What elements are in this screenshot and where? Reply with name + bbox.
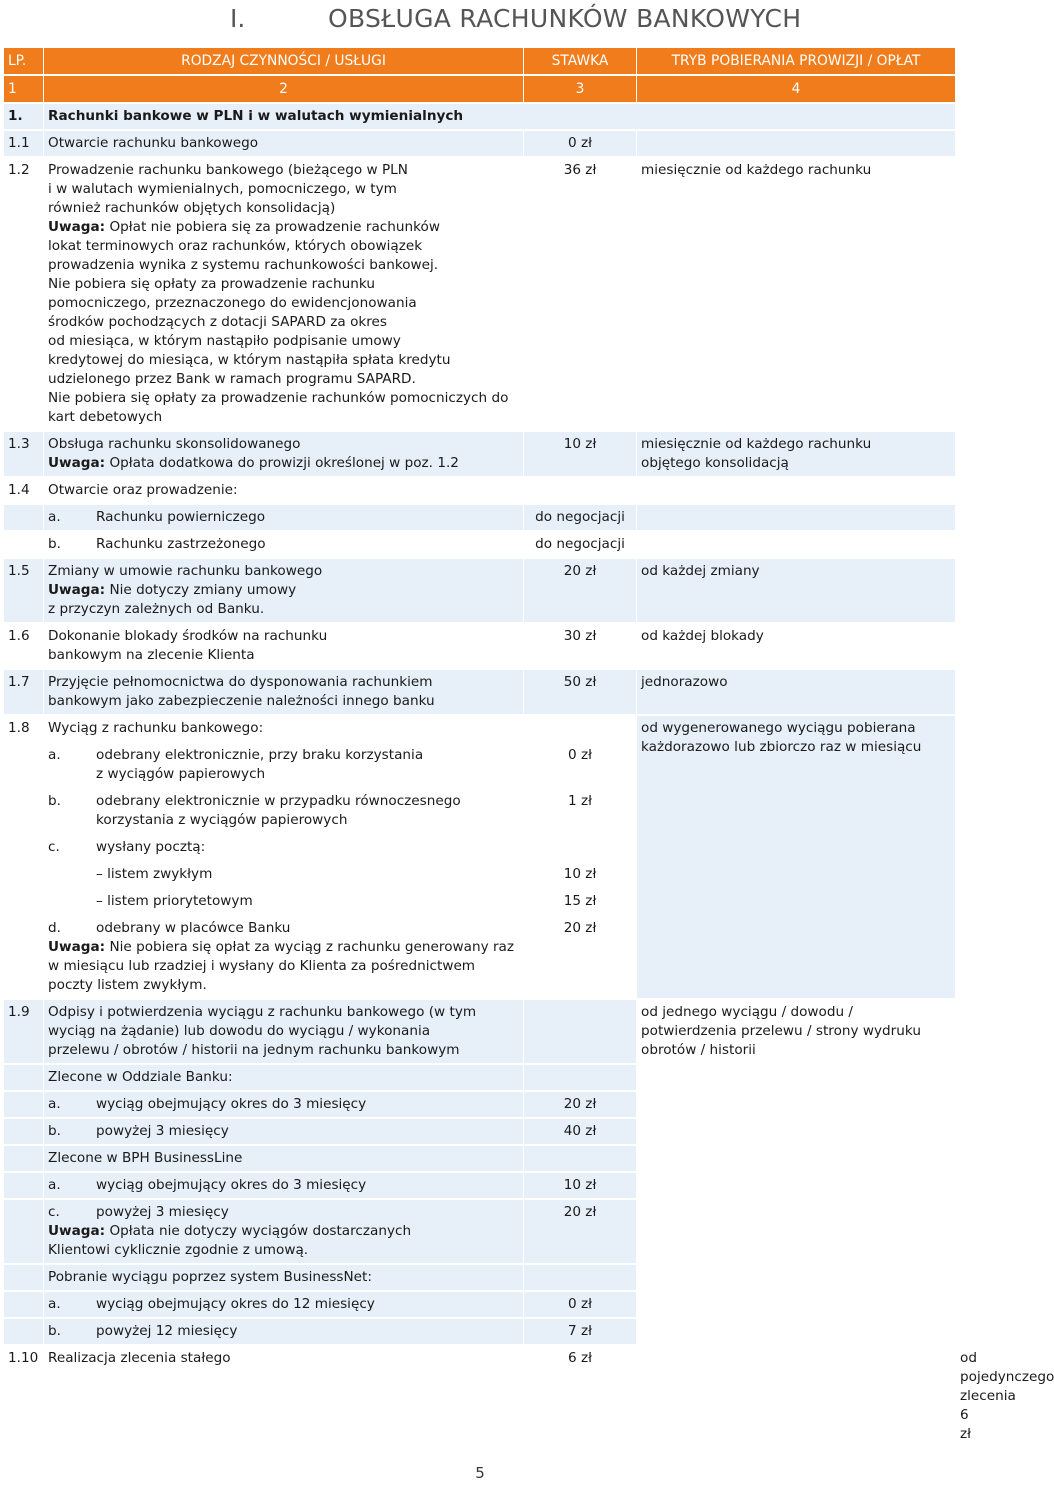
row-label [44, 1292, 524, 1319]
page-number: 5 [475, 1464, 485, 1482]
title-number: I. [230, 4, 246, 33]
title-text: OBSŁUGA RACHUNKÓW BANKOWYCH [328, 4, 802, 33]
row-label [44, 1173, 524, 1200]
note-text: Opłata dodatkowa do prowizji określonej w poz. 1.2 [105, 455, 459, 471]
row-mode [637, 1000, 956, 1449]
text-line [48, 218, 519, 237]
row-num: 1.9 [4, 1000, 44, 1065]
text-line: każdorazowo lub zbiorczo raz w miesiącu [641, 739, 922, 755]
text-line: bankowym jako zabezpieczenie należności innego banku [48, 693, 435, 709]
note-label: Uwaga: [48, 939, 106, 955]
text-line: środków pochodzących z dotacji SAPARD za okres [48, 314, 387, 330]
row-mode [637, 505, 956, 532]
row-rate: 30 zł [524, 624, 637, 670]
row-rate [524, 1000, 637, 1065]
text-line: w miesiącu lub rzadziej i wysłany do Klienta za pośrednictwem [48, 958, 476, 974]
row-label [44, 743, 524, 789]
item-label: z wyciągów papierowych [96, 766, 266, 782]
text-line [48, 792, 519, 811]
table-row [4, 1000, 956, 1065]
row-label [44, 1200, 524, 1265]
row-num [4, 862, 44, 889]
table-row [4, 432, 956, 478]
text-line: Odpisy i potwierdzenia wyciągu z rachunku bankowego (w tym [48, 1004, 477, 1020]
row-rate: 0 zł [524, 131, 637, 158]
item-label: – listem priorytetowym [96, 893, 253, 909]
text-line: kart debetowych [48, 409, 163, 425]
note-text: Opłata nie dotyczy wyciągów dostarczanych [105, 1223, 412, 1239]
note-label: Uwaga: [48, 582, 106, 598]
row-num: 1.10 [4, 1346, 44, 1449]
header-tryb: TRYB POBIERANIA PROWIZJI / OPŁAT [637, 48, 956, 76]
table-row [4, 624, 956, 670]
text-line: przelewu / obrotów / historii na jednym rachunku bankowym [48, 1042, 460, 1058]
note-text: Nie dotyczy zmiany umowy [105, 582, 297, 598]
row-label [44, 670, 524, 716]
row-rate: 10 zł [524, 862, 637, 889]
text-line: lokat terminowych oraz rachunków, których obowiązek [48, 238, 423, 254]
text-line: prowadzenia wynika z systemu rachunkowości bankowej. [48, 257, 439, 273]
row-num: 1.7 [4, 670, 44, 716]
row-rate: 10 zł [524, 432, 637, 478]
row-rate [524, 835, 637, 862]
section-label: Rachunki bankowe w PLN i w walutach wymienialnych [44, 104, 956, 131]
row-num [4, 1200, 44, 1265]
text-line: poczty listem zwykłym. [48, 977, 207, 993]
row-label [44, 158, 524, 432]
item-label: korzystania z wyciągów papierowych [96, 812, 348, 828]
text-line: Przyjęcie pełnomocnictwa do dysponowania rachunkiem [48, 674, 433, 690]
text-line: kredytowej do miesiąca, w którym nastąpiła spłata kredytu [48, 352, 451, 368]
row-rate [524, 478, 637, 505]
row-rate: 0 zł [524, 743, 637, 789]
item-letter: b. [48, 793, 61, 809]
text-line [48, 938, 519, 957]
row-rate: 7 zł [524, 1319, 637, 1346]
row-label [44, 432, 524, 478]
row-rate: do negocjacji [524, 505, 637, 532]
row-rate: 15 zł [524, 889, 637, 916]
item-letter: a. [48, 1296, 61, 1312]
text-line [48, 746, 519, 765]
row-num: 1.5 [4, 559, 44, 624]
row-rate: 50 zł [524, 670, 637, 716]
header-num-2: 2 [44, 76, 524, 104]
text-line [48, 454, 519, 473]
row-mode: miesięcznie od każdego rachunku [637, 158, 956, 432]
table-row [4, 158, 956, 432]
note-label: Uwaga: [48, 455, 106, 471]
item-label: Rachunku powierniczego [96, 509, 266, 525]
text-line: Dokonanie blokady środków na rachunku [48, 628, 328, 644]
item-label: odebrany w placówce Banku [96, 920, 291, 936]
row-num: 1.6 [4, 624, 44, 670]
row-num [4, 889, 44, 916]
row-rate: 1 zł [524, 789, 637, 835]
row-rate: 10 zł [524, 1173, 637, 1200]
row-num: 1.4 [4, 478, 44, 505]
text-line: i w walutach wymienialnych, pomocniczego, w tym [48, 181, 397, 197]
row-mode [637, 131, 956, 158]
text-line: Nie pobiera się opłaty za prowadzenie rachunków pomocniczych do [48, 390, 509, 406]
row-rate: 20 zł [524, 559, 637, 624]
note-text: Opłat nie pobiera się za prowadzenie rachunków [105, 219, 440, 235]
note-label: Uwaga: [48, 219, 106, 235]
document-title [0, 4, 960, 38]
row-rate: 6 zł [524, 1346, 637, 1449]
item-label: wyciąg obejmujący okres do 3 miesięcy [96, 1177, 367, 1193]
text-line: od wygenerowanego wyciągu pobierana [641, 720, 916, 736]
header-num-3: 3 [524, 76, 637, 104]
text-line: bankowym na zlecenie Klienta [48, 647, 255, 663]
header-num-4: 4 [637, 76, 956, 104]
row-num [4, 1119, 44, 1146]
row-label [44, 1319, 524, 1346]
item-label: powyżej 3 miesięcy [96, 1204, 229, 1220]
item-label: odebrany elektronicznie, przy braku korzystania [96, 747, 424, 763]
item-letter: a. [48, 1096, 61, 1112]
table-row [4, 131, 956, 158]
row-num [4, 1265, 44, 1292]
item-letter: a. [48, 747, 61, 763]
row-num [4, 1292, 44, 1319]
text-line [48, 811, 519, 830]
row-label [44, 1119, 524, 1146]
note-label: Uwaga: [48, 1223, 106, 1239]
group-label: Pobranie wyciągu poprzez system BusinessNet: [44, 1265, 524, 1292]
row-num [4, 743, 44, 789]
header-num-1: 1 [4, 76, 44, 104]
header-stawka: STAWKA [524, 48, 637, 76]
item-label: Rachunku zastrzeżonego [96, 536, 266, 552]
row-num: 1.3 [4, 432, 44, 478]
row-num: 1.8 [4, 716, 44, 743]
text-line: Obsługa rachunku skonsolidowanego [48, 436, 301, 452]
text-line: Nie pobiera się opłaty za prowadzenie rachunku [48, 276, 375, 292]
text-line: obrotów / historii [641, 1042, 756, 1058]
item-letter: b. [48, 536, 61, 552]
row-num [4, 1092, 44, 1119]
text-line: z przyczyn zależnych od Banku. [48, 601, 265, 617]
group-label: Zlecone w BPH BusinessLine [44, 1146, 524, 1173]
row-label [44, 862, 524, 889]
row-mode: od każdej zmiany [637, 559, 956, 624]
row-num [4, 1065, 44, 1092]
row-num [4, 835, 44, 862]
row-mode: jednorazowo [637, 670, 956, 716]
row-rate: 40 zł [524, 1119, 637, 1146]
row-label [44, 1000, 524, 1065]
row-mode [637, 716, 956, 1000]
table-subrow [4, 532, 956, 559]
row-label [44, 532, 524, 559]
row-label: Otwarcie oraz prowadzenie: [44, 478, 524, 505]
text-line: potwierdzenia przelewu / strony wydruku [641, 1023, 921, 1039]
row-label [44, 889, 524, 916]
item-label: powyżej 12 miesięcy [96, 1323, 238, 1339]
text-line: wyciąg na żądanie) lub dowodu do wyciągu / wykonania [48, 1023, 431, 1039]
item-label: wyciąg obejmujący okres do 12 miesięcy [96, 1296, 375, 1312]
row-label: Wyciąg z rachunku bankowego: [44, 716, 524, 743]
text-line [48, 1203, 519, 1222]
text-line [48, 1222, 519, 1241]
item-letter: b. [48, 1123, 61, 1139]
text-line [48, 581, 519, 600]
text-line: również rachunków objętych konsolidacją) [48, 200, 336, 216]
table-row [4, 716, 956, 743]
item-label: – listem zwykłym [96, 866, 213, 882]
table-row [4, 670, 956, 716]
row-mode [637, 478, 956, 505]
table-row: 1.10 Realizacja zlecenia stałego 6 zł od pojedynczego zlecenia 6 zł [4, 1346, 956, 1449]
text-line: Zmiany w umowie rachunku bankowego [48, 563, 323, 579]
table-header-numbers [4, 76, 956, 104]
row-label [44, 1092, 524, 1119]
group-label: Zlecone w Oddziale Banku: [44, 1065, 524, 1092]
row-rate: 20 zł [524, 916, 637, 1000]
table-header [4, 48, 956, 76]
item-label: odebrany elektronicznie w przypadku równoczesnego [96, 793, 461, 809]
row-label [44, 624, 524, 670]
table-row [4, 478, 956, 505]
text-line: miesięcznie od każdego rachunku [641, 436, 872, 452]
text-line: od jednego wyciągu / dowodu / [641, 1004, 854, 1020]
row-num: 1.2 [4, 158, 44, 432]
row-num [4, 916, 44, 1000]
row-num [4, 789, 44, 835]
row-rate [524, 716, 637, 743]
row-mode: od każdej blokady [637, 624, 956, 670]
item-letter: b. [48, 1323, 61, 1339]
row-label [44, 916, 524, 1000]
item-letter: a. [48, 1177, 61, 1193]
row-label [44, 559, 524, 624]
item-label: wyciąg obejmujący okres do 3 miesięcy [96, 1096, 367, 1112]
fee-table [4, 48, 1054, 1449]
row-rate: 36 zł [524, 158, 637, 432]
row-rate [524, 1146, 637, 1173]
row-label [44, 789, 524, 835]
row-label [44, 505, 524, 532]
row-rate [524, 1065, 637, 1092]
row-num [4, 1146, 44, 1173]
header-lp: LP. [4, 48, 44, 76]
text-line: Prowadzenie rachunku bankowego (bieżącego w PLN [48, 162, 408, 178]
text-line: objętego konsolidacją [641, 455, 789, 471]
row-rate [524, 1265, 637, 1292]
item-label: wysłany pocztą: [96, 839, 206, 855]
row-num: 1. [4, 104, 44, 131]
header-rodzaj: RODZAJ CZYNNOŚCI / USŁUGI [44, 48, 524, 76]
row-num [4, 1173, 44, 1200]
text-line [48, 765, 519, 784]
text-line [48, 919, 519, 938]
row-label [44, 835, 524, 862]
row-num: 1.1 [4, 131, 44, 158]
row-label: Realizacja zlecenia stałego [44, 1346, 524, 1449]
row-rate: 0 zł [524, 1292, 637, 1319]
row-mode [637, 432, 956, 478]
row-rate: 20 zł [524, 1092, 637, 1119]
row-num [4, 532, 44, 559]
row-num [4, 1319, 44, 1346]
text-line: od miesiąca, w którym nastąpiło podpisanie umowy [48, 333, 401, 349]
note-text: Nie pobiera się opłat za wyciąg z rachunku generowany raz [105, 939, 514, 955]
row-label: Otwarcie rachunku bankowego [44, 131, 524, 158]
section-row [4, 104, 956, 131]
row-num [4, 505, 44, 532]
table-row [4, 559, 956, 624]
text-line: Klientowi cyklicznie zgodnie z umową. [48, 1242, 309, 1258]
text-line: pomocniczego, przeznaczonego do ewidencjonowania [48, 295, 417, 311]
row-rate: 20 zł [524, 1200, 637, 1265]
row-rate: do negocjacji [524, 532, 637, 559]
row-mode [637, 532, 956, 559]
text-line: udzielonego przez Bank w ramach programu SAPARD. [48, 371, 416, 387]
item-label: powyżej 3 miesięcy [96, 1123, 229, 1139]
item-letter: a. [48, 509, 61, 525]
table-subrow [4, 505, 956, 532]
item-letter: c. [48, 839, 60, 855]
item-letter: d. [48, 920, 61, 936]
item-letter: c. [48, 1204, 60, 1220]
